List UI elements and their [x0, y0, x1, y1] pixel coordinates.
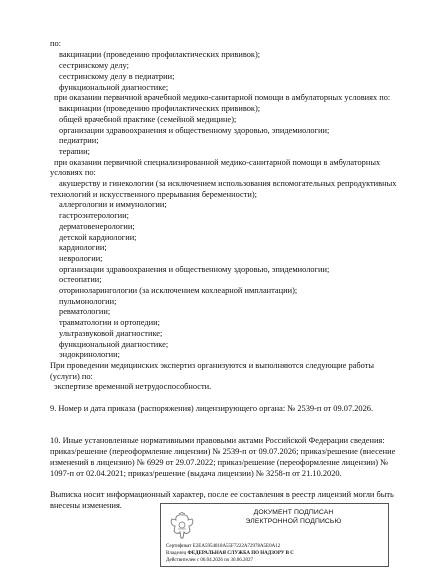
text-line: При проведении медицинских экспертиз организуются и выполняются следующие работы: [50, 361, 374, 370]
text-line: кардиологии;: [59, 243, 107, 252]
section-10-line: 1097-п от 02.04.2021; приказ/решение (выдача лицензии) № 3258-п от 21.10.2020.: [50, 469, 342, 478]
text-line: технологий и искусственного прерывания беременности);: [50, 190, 257, 199]
text-line: функциональной диагностике;: [59, 340, 169, 349]
text-line: при оказании первичной специализированной медико-санитарной помощи в амбулаторных: [54, 158, 381, 167]
text-line: остеопатии;: [59, 275, 102, 284]
text-line: гастроэнтерологии;: [59, 211, 129, 220]
text-line: организации здравоохранения и общественному здоровью, эпидемиологии;: [59, 265, 330, 274]
section-10-line: приказ/решение (переоформление лицензии) № 2539-п от 09.07.2026; приказ/решение (внесение: [50, 447, 396, 456]
text-line: условиях по:: [50, 168, 96, 177]
certificate-validity: Действителен с 06.04.2026 по 30.06.2027: [166, 558, 253, 563]
text-line: сестринскому делу;: [59, 61, 129, 70]
text-line: при оказании первичной врачебной медико-санитарной помощи в амбулаторных условиях по:: [54, 93, 391, 102]
text-line: экспертизе временной нетрудоспособности.: [54, 382, 212, 391]
text-line: оториноларингологии (за исключением кохлеарной имплантации);: [59, 286, 298, 295]
text-line: педиатрии;: [59, 136, 99, 145]
text-line: ревматологии;: [59, 307, 111, 316]
disclaimer-line: Выписка носит информационный характер, после ее составления в реестр лицензий могли быть: [50, 490, 394, 499]
text-line: травматологии и ортопедии;: [59, 318, 160, 327]
section-9-order: 9. Номер и дата приказа (распоряжения) лицензирующего органа: № 2539-п от 09.07.2026.: [50, 404, 374, 413]
text-line: акушерству и гинекологии (за исключением использования вспомогательных репродуктивных: [59, 179, 397, 188]
certificate-number: Сертификат E2EA5954818A55F7222A72978A5E0A12: [166, 544, 281, 549]
disclaimer-line: внесены изменения.: [50, 501, 122, 510]
text-line: эндокринологии;: [59, 350, 120, 359]
text-line: общей врачебной практике (семейной медицине);: [59, 115, 237, 124]
text-line: сестринскому делу в педиатрии;: [59, 72, 175, 81]
electronic-signature-stamp: [160, 503, 389, 567]
certificate-owner: Владелец ФЕДЕРАЛЬНАЯ СЛУЖБА ПО НАДЗОРУ В С: [166, 551, 294, 556]
section-10-line: изменений в лицензию) № 6929 от 29.07.2022; приказ/решение (переоформление лицензии) №: [50, 458, 389, 467]
text-line: аллергологии и иммунологии;: [59, 200, 167, 209]
text-line: дерматовенерологии;: [59, 222, 135, 231]
text-line: пульмонологии;: [59, 297, 117, 306]
text-line: ультразвуковой диагностике;: [59, 329, 163, 338]
text-line: по:: [50, 39, 61, 48]
text-line: терапии;: [59, 147, 90, 156]
text-line: (услуги) по:: [50, 372, 93, 381]
coat-of-arms-icon: [168, 512, 196, 542]
text-line: функциональной диагностике;: [59, 83, 169, 92]
text-line: неврологии;: [59, 254, 103, 263]
text-line: детской кардиологии;: [59, 233, 137, 242]
text-line: организации здравоохранения и общественному здоровью, эпидемиологии;: [59, 126, 330, 135]
section-10-line: 10. Иные установленные нормативными правовыми актами Российской Федерации сведения:: [50, 436, 385, 445]
text-line: вакцинации (проведению профилактических прививок);: [59, 104, 261, 113]
stamp-title: ДОКУМЕНТ ПОДПИСАН ЭЛЕКТРОННОЙ ПОДПИСЬЮ: [245, 509, 342, 525]
text-line: вакцинации (проведению профилактических прививок);: [59, 50, 261, 59]
